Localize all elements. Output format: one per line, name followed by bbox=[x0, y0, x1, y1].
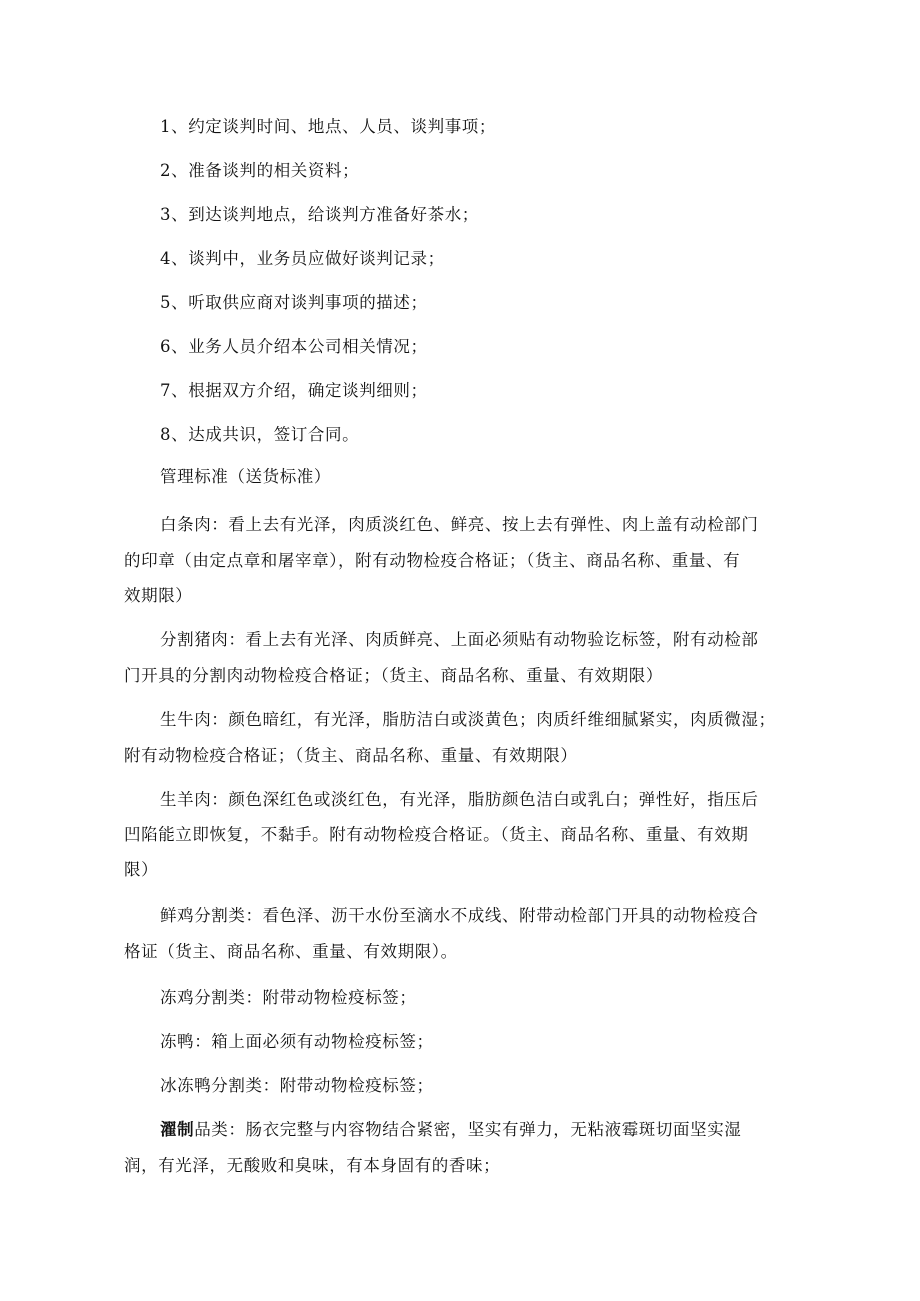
frozen-duck-line: 冻鸭：箱上面必须有动物检疫标签； bbox=[160, 1032, 434, 1051]
frozen-chicken-line: 冻鸡分割类：附带动物检疫标签； bbox=[160, 988, 417, 1007]
mutton-line-2: 凹陷能立即恢复，不黏手。附有动物检疫合格证。（货主、商品名称、重量、有效期 bbox=[124, 825, 749, 844]
fresh-chicken-line-2: 格证（货主、商品名称、重量、有效期限）。 bbox=[124, 942, 458, 961]
step-4: 4、谈判中，业务员应做好谈判记录； bbox=[160, 249, 445, 268]
step-3: 3、到达谈判地点，给谈判方准备好茶水； bbox=[160, 205, 479, 224]
white-pork-line-3: 效期限） bbox=[124, 586, 193, 605]
white-pork-line-1: 白条肉：看上去有光泽，肉质淡红色、鲜亮、按上去有弹性、肉上盖有动检部门 bbox=[160, 515, 759, 534]
beef-line-1: 生牛肉：颜色暗红，有光泽，脂肪洁白或淡黄色；肉质纤维细腻紧实，肉质微湿； bbox=[160, 710, 776, 729]
mutton-line-3: 限） bbox=[124, 860, 159, 879]
cured-line-1-rest: 品类：肠衣完整与内容物结合紧密，坚实有弹力，无粘液霉斑切面坚实湿 bbox=[194, 1120, 742, 1139]
step-6: 6、业务人员介绍本公司相关情况； bbox=[160, 337, 428, 356]
step-2: 2、准备谈判的相关资料； bbox=[160, 161, 360, 180]
cured-line-1 bbox=[160, 1119, 741, 1141]
beef-line-2: 附有动物检疫合格证；（货主、商品名称、重量、有效期限） bbox=[124, 746, 578, 765]
step-7: 7、根据双方介绍，确定谈判细则； bbox=[160, 381, 428, 400]
white-pork-line-2: 的印章（由定点章和屠宰章），附有动物检疫合格证；（货主、商品名称、重量、有 bbox=[124, 551, 741, 570]
step-5: 5、听取供应商对谈判事项的描述； bbox=[160, 293, 428, 312]
cut-pork-line-2: 门开具的分割肉动物检疫合格证；（货主、商品名称、重量、有效期限） bbox=[124, 666, 663, 685]
iced-duck-line: 冰冻鸭分割类：附带动物检疫标签； bbox=[160, 1076, 434, 1095]
mutton-line-1: 生羊肉：颜色深红色或淡红色，有光泽，脂肪颜色洁白或乳白；弹性好，指压后 bbox=[160, 790, 759, 809]
cut-pork-line-1: 分割猪肉：看上去有光泽、肉质鲜亮、上面必须贴有动物验讫标签，附有动检部 bbox=[160, 630, 759, 649]
section-heading: 管理标准（送货标准） bbox=[160, 467, 331, 486]
step-8: 8、达成共识，签订合同。 bbox=[160, 425, 360, 444]
fresh-chicken-line-1: 鲜鸡分割类：看色泽、沥干水份至滴水不成线、附带动检部门开具的动物检疫合 bbox=[160, 906, 759, 925]
cured-line-2: 润，有光泽，无酸败和臭味，有本身固有的香味； bbox=[124, 1156, 501, 1175]
cured-bold-prefix: 濯制 bbox=[160, 1120, 195, 1139]
step-1: 1、约定谈判时间、地点、人员、谈判事项； bbox=[160, 117, 496, 136]
